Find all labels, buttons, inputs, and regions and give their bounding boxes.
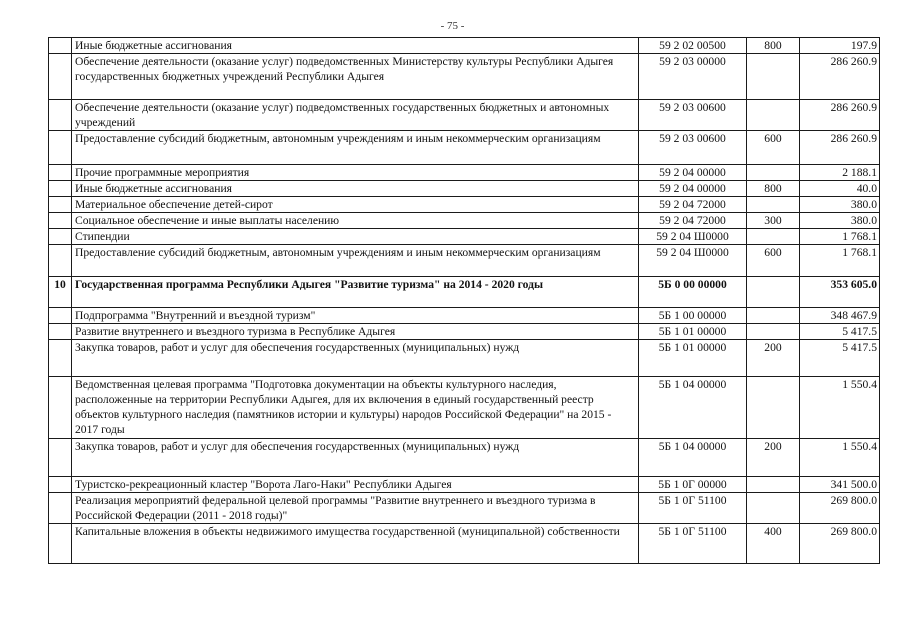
- target-code-cell: 59 2 04 Ш0000: [639, 245, 747, 277]
- row-number-cell: [49, 377, 72, 439]
- row-number-cell: [49, 493, 72, 524]
- table-row: [49, 340, 880, 377]
- item-name-cell: Закупка товаров, работ и услуг для обеспечения государственных (муниципальных) нужд: [72, 439, 639, 477]
- row-number-cell: [49, 54, 72, 100]
- row-number-cell: [49, 245, 72, 277]
- table-row: [49, 477, 880, 493]
- amount-cell: 286 260.9: [800, 131, 880, 165]
- expense-type-cell: 200: [747, 340, 800, 377]
- amount-cell: 269 800.0: [800, 493, 880, 524]
- table-row: [49, 377, 880, 439]
- item-name-cell: Государственная программа Республики Адыгея "Развитие туризма" на 2014 - 2020 годы: [72, 277, 639, 308]
- item-name-cell: Предоставление субсидий бюджетным, автономным учреждениям и иным некоммерческим организациям: [72, 245, 639, 277]
- expense-type-cell: 600: [747, 245, 800, 277]
- target-code-cell: 59 2 04 72000: [639, 197, 747, 213]
- expense-type-cell: 800: [747, 181, 800, 197]
- target-code-cell: 59 2 03 00000: [639, 54, 747, 100]
- expense-type-cell: [747, 100, 800, 131]
- amount-cell: 1 550.4: [800, 377, 880, 439]
- item-name-cell: Развитие внутреннего и въездного туризма в Республике Адыгея: [72, 324, 639, 340]
- target-code-cell: 59 2 02 00500: [639, 38, 747, 54]
- expense-type-cell: 300: [747, 213, 800, 229]
- table-row: [49, 439, 880, 477]
- item-name-cell: Подпрограмма "Внутренний и въездной туризм": [72, 308, 639, 324]
- row-number-cell: [49, 324, 72, 340]
- table-row: [49, 524, 880, 564]
- target-code-cell: 5Б 1 04 00000: [639, 377, 747, 439]
- target-code-cell: 5Б 1 0Г 51100: [639, 524, 747, 564]
- row-number-cell: [49, 197, 72, 213]
- item-name-cell: Капитальные вложения в объекты недвижимого имущества государственной (муниципальной) собственности: [72, 524, 639, 564]
- item-name-cell: Обеспечение деятельности (оказание услуг) подведомственных Министерству культуры Республики Адыгея государственных бюджетных учреждений Республики Адыгея: [72, 54, 639, 100]
- target-code-cell: 5Б 0 00 00000: [639, 277, 747, 308]
- target-code-cell: 59 2 04 00000: [639, 165, 747, 181]
- row-number-cell: [49, 213, 72, 229]
- expense-type-cell: [747, 308, 800, 324]
- amount-cell: 348 467.9: [800, 308, 880, 324]
- amount-cell: 380.0: [800, 197, 880, 213]
- row-number-cell: [49, 308, 72, 324]
- amount-cell: 2 188.1: [800, 165, 880, 181]
- expense-type-cell: 800: [747, 38, 800, 54]
- table-body: [49, 38, 880, 564]
- target-code-cell: 59 2 03 00600: [639, 100, 747, 131]
- item-name-cell: Ведомственная целевая программа "Подготовка документации на объекты культурного наследия, расположенные на территории Республики Адыгея, для их включения в единый государственный реестр объектов культурного наследия (памятников истории и культуры) народов Российской Федерации" на 2015 - 2017 годы: [72, 377, 639, 439]
- item-name-cell: Туристско-рекреационный кластер "Ворота Лаго-Наки" Республики Адыгея: [72, 477, 639, 493]
- table-row: [49, 245, 880, 277]
- row-number-cell: [49, 340, 72, 377]
- table-row: [49, 100, 880, 131]
- target-code-cell: 5Б 1 00 00000: [639, 308, 747, 324]
- table-row: [49, 181, 880, 197]
- table-row: [49, 54, 880, 100]
- row-number-cell: [49, 524, 72, 564]
- amount-cell: 269 800.0: [800, 524, 880, 564]
- item-name-cell: Иные бюджетные ассигнования: [72, 38, 639, 54]
- item-name-cell: Социальное обеспечение и иные выплаты населению: [72, 213, 639, 229]
- row-number-cell: [49, 38, 72, 54]
- target-code-cell: 59 2 03 00600: [639, 131, 747, 165]
- expense-type-cell: 200: [747, 439, 800, 477]
- item-name-cell: Стипендии: [72, 229, 639, 245]
- row-number-cell: [49, 100, 72, 131]
- target-code-cell: 5Б 1 0Г 51100: [639, 493, 747, 524]
- expense-type-cell: [747, 54, 800, 100]
- amount-cell: 1 550.4: [800, 439, 880, 477]
- amount-cell: 286 260.9: [800, 100, 880, 131]
- amount-cell: 1 768.1: [800, 245, 880, 277]
- expense-type-cell: [747, 493, 800, 524]
- amount-cell: 5 417.5: [800, 324, 880, 340]
- item-name-cell: Материальное обеспечение детей-сирот: [72, 197, 639, 213]
- row-number-cell: [49, 181, 72, 197]
- expense-type-cell: [747, 197, 800, 213]
- table-row: [49, 493, 880, 524]
- amount-cell: 341 500.0: [800, 477, 880, 493]
- target-code-cell: 59 2 04 Ш0000: [639, 229, 747, 245]
- row-number-cell: [49, 131, 72, 165]
- item-name-cell: Прочие программные мероприятия: [72, 165, 639, 181]
- target-code-cell: 5Б 1 0Г 00000: [639, 477, 747, 493]
- expense-type-cell: 600: [747, 131, 800, 165]
- item-name-cell: Предоставление субсидий бюджетным, автономным учреждениям и иным некоммерческим организациям: [72, 131, 639, 165]
- amount-cell: 1 768.1: [800, 229, 880, 245]
- page-number: - 75 -: [440, 20, 465, 32]
- target-code-cell: 5Б 1 01 00000: [639, 340, 747, 377]
- expense-type-cell: 400: [747, 524, 800, 564]
- table-row: [49, 324, 880, 340]
- expense-type-cell: [747, 229, 800, 245]
- budget-table: [48, 37, 880, 564]
- table-row: [49, 38, 880, 54]
- target-code-cell: 5Б 1 04 00000: [639, 439, 747, 477]
- target-code-cell: 59 2 04 72000: [639, 213, 747, 229]
- amount-cell: 380.0: [800, 213, 880, 229]
- item-name-cell: Иные бюджетные ассигнования: [72, 181, 639, 197]
- amount-cell: 5 417.5: [800, 340, 880, 377]
- amount-cell: 197.9: [800, 38, 880, 54]
- table-row: [49, 213, 880, 229]
- table-row: [49, 229, 880, 245]
- item-name-cell: Закупка товаров, работ и услуг для обеспечения государственных (муниципальных) нужд: [72, 340, 639, 377]
- table-row: [49, 277, 880, 308]
- expense-type-cell: [747, 324, 800, 340]
- row-number-cell: [49, 165, 72, 181]
- amount-cell: 286 260.9: [800, 54, 880, 100]
- expense-type-cell: [747, 477, 800, 493]
- amount-cell: 353 605.0: [800, 277, 880, 308]
- item-name-cell: Реализация мероприятий федеральной целевой программы "Развитие внутреннего и въездного туризма в Российской Федерации (2011 - 2018 годы)": [72, 493, 639, 524]
- row-number-cell: [49, 439, 72, 477]
- row-number-cell: [49, 229, 72, 245]
- target-code-cell: 5Б 1 01 00000: [639, 324, 747, 340]
- item-name-cell: Обеспечение деятельности (оказание услуг) подведомственных государственных бюджетных и автономных учреждений: [72, 100, 639, 131]
- expense-type-cell: [747, 165, 800, 181]
- amount-cell: 40.0: [800, 181, 880, 197]
- table-row: [49, 165, 880, 181]
- table-row: [49, 131, 880, 165]
- target-code-cell: 59 2 04 00000: [639, 181, 747, 197]
- table-row: [49, 197, 880, 213]
- table-row: [49, 308, 880, 324]
- expense-type-cell: [747, 377, 800, 439]
- row-number-cell: [49, 477, 72, 493]
- expense-type-cell: [747, 277, 800, 308]
- row-number-cell: 10: [49, 277, 72, 308]
